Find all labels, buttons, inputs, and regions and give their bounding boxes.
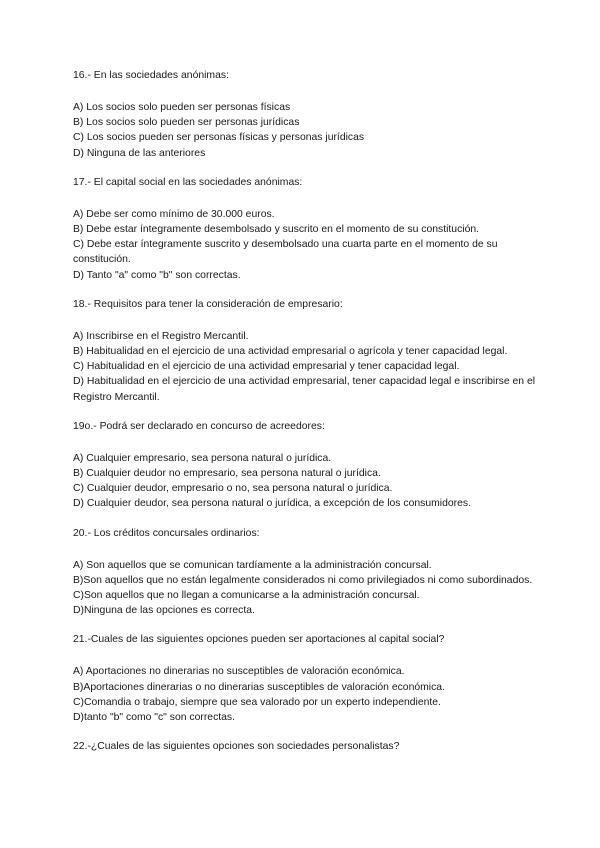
option-c: C)Son aquellos que no llegan a comunicarse a la administración concursal. [73, 590, 420, 602]
option-c: C) Cualquier deudor, empresario o no, sea persona natural o jurídica. [73, 483, 393, 495]
question-title: 18.- Requisitos para tener la consideración de empresario: [73, 298, 343, 310]
option-d: D)Ninguna de las opciones es correcta. [73, 605, 255, 617]
option-b: B) Cualquier deudor no empresario, sea persona natural o jurídica. [73, 468, 381, 480]
options-list [73, 451, 543, 512]
option-b: B)Aportaciones dinerarias o no dinerarias susceptibles de valoración económica. [73, 681, 445, 693]
option-a: A) Son aquellos que se comunican tardíamente a la administración concursal. [73, 559, 432, 571]
option-a: A) Aportaciones no dinerarias no susceptibles de valoración económica. [73, 666, 405, 678]
question-title: 17.- El capital social en las sociedades anónimas: [73, 176, 303, 188]
question-title: 21.-Cuales de las siguientes opciones pueden ser aportaciones al capital social? [73, 634, 445, 646]
options-list [73, 558, 543, 619]
question-20 [73, 526, 543, 619]
options-list [73, 329, 543, 405]
question-17 [73, 175, 543, 283]
option-d: D)tanto "b" como "c" son correctas. [73, 712, 236, 724]
option-d: D) Habitualidad en el ejercicio de una actividad empresarial, tener capacidad legal e inscribirse en el Registro Mercantil. [73, 376, 536, 403]
question-18 [73, 297, 543, 405]
option-b: B) Los socios solo pueden ser personas jurídicas [73, 117, 300, 129]
option-a: A) Debe ser como mínimo de 30.000 euros. [73, 208, 275, 220]
document-page [73, 68, 543, 769]
option-c: C)Comandia o trabajo, siempre que sea valorado por un experto independiente. [73, 696, 441, 708]
options-list [73, 100, 543, 161]
question-title: 20.- Los créditos concursales ordinarios: [73, 527, 260, 539]
question-title: 22.-¿Cuales de las siguientes opciones son sociedades personalistas? [73, 741, 400, 753]
question-21 [73, 632, 543, 725]
option-a: A) Cualquier empresario, sea persona natural o jurídica. [73, 452, 332, 464]
options-list [73, 664, 543, 725]
option-d: D) Tanto "a" como "b" son correctas. [73, 269, 241, 281]
option-b: B) Habitualidad en el ejercicio de una actividad empresarial o agrícola y tener capacidad legal. [73, 346, 508, 358]
question-title: 19o.- Podrá ser declarado en concurso de acreedores: [73, 420, 325, 432]
option-c: C) Habitualidad en el ejercicio de una actividad empresarial y tener capacidad legal. [73, 361, 460, 373]
option-d: D) Ninguna de las anteriores [73, 147, 206, 159]
option-a: A) Los socios solo pueden ser personas físicas [73, 102, 291, 113]
options-list [73, 207, 543, 283]
question-16 [73, 68, 543, 161]
option-b: B) Debe estar íntegramente desembolsado y suscrito en el momento de su constitución. [73, 224, 480, 236]
question-title: 16.- En las sociedades anónimas: [73, 70, 229, 81]
option-c: C) Debe estar íntegramente suscrito y desembolsado una cuarta parte en el momento de su constitución. [73, 239, 498, 266]
option-b: B)Son aquellos que no están legalmente considerados ni como privilegiados ni como subordinados. [73, 574, 533, 586]
question-19 [73, 419, 543, 512]
question-22 [73, 739, 543, 755]
option-a: A) Inscribirse en el Registro Mercantil. [73, 330, 249, 342]
option-c: C) Los socios pueden ser personas físicas y personas jurídicas [73, 132, 365, 144]
option-d: D) Cualquier deudor, sea persona natural o jurídica, a excepción de los consumidores. [73, 498, 471, 510]
